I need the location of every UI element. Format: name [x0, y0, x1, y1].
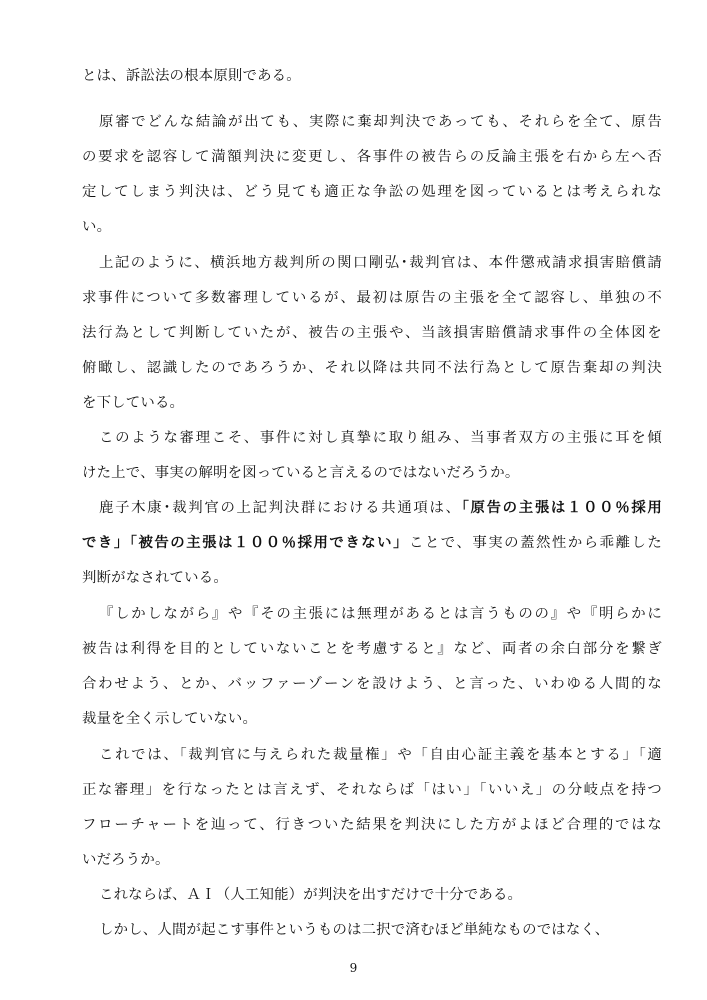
- text-line: 上記のように、横浜地方裁判所の関口剛弘･裁判官は、本件懲戒請求損害賠償請: [99, 255, 662, 271]
- text-line: フローチャートを辿って、行きついた結果を判決にした方がよほど合理的ではな: [82, 817, 662, 833]
- text-segment: ことで、事実の蓋然性から乖離した: [408, 535, 662, 551]
- text-line: 裁量を全く示していない。: [82, 711, 258, 727]
- text-line: を下している。: [82, 395, 185, 411]
- text-line: 合わせよう、とか、バッファーゾーンを設けよう、と言った、いわゆる人間的な: [82, 676, 662, 692]
- text-line: 原審でどんな結論が出ても、実際に棄却判決であっても、それらを全て、原告: [99, 114, 662, 130]
- text-line: [82, 533, 662, 553]
- text-line: 俯瞰し、認識したのであろうか、それ以降は共同不法行為として原告棄却の判決: [82, 360, 662, 376]
- text-line: 『しかしながら』や『その主張には無理があるとは言うものの』や『明らかに: [99, 606, 662, 622]
- text-line: これでは、「裁判官に与えられた裁量権」や「自由心証主義を基本とする」「適: [99, 747, 662, 763]
- text-line: 正な審理」を行なったとは言えず、それならば「はい」「いいえ」の分岐点を持つ: [82, 782, 662, 798]
- text-line: これならば、ＡＩ（人工知能）が判決を出すだけで十分である。: [99, 887, 523, 903]
- text-line: 判断がなされている。: [82, 570, 228, 586]
- text-line: このような審理こそ、事件に対し真摯に取り組み、当事者双方の主張に耳を傾: [99, 430, 662, 446]
- text-line: いだろうか。: [82, 852, 170, 868]
- text-line: い。: [82, 219, 112, 235]
- text-line: 求事件について多数審理しているが、最初は原告の主張を全て認容し、単独の不: [82, 290, 662, 306]
- page-number: 9: [349, 961, 358, 975]
- text-line: の要求を認容して満額判決に変更し、各事件の被告らの反論主張を右から左へ否: [82, 149, 662, 165]
- text-line: 定してしまう判決は、どう見ても適正な争訟の処理を図っているとは考えられな: [82, 184, 662, 200]
- text-line: 法行為として判断していたが、被告の主張や、当該損害賠償請求事件の全体図を: [82, 325, 662, 341]
- bold-quote: 「原告の主張は１００％採用: [461, 499, 662, 516]
- text-line: [82, 498, 662, 518]
- text-line: 被告は利得を目的としていないことを考慮すると』など、両者の余白部分を繋ぎ: [82, 641, 662, 657]
- text-line: けた上で、事実の解明を図っていると言えるのではないだろうか。: [82, 465, 520, 481]
- text-line: しかし、人間が起こす事件というものは二択で済むほど単純なものではなく、: [99, 922, 610, 938]
- text-line: とは、訴訟法の根本原則である。: [82, 68, 301, 84]
- text-segment: 鹿子木康･裁判官の上記判決群における共通項は、: [99, 500, 462, 516]
- bold-quote: でき」「被告の主張は１００％採用できない」: [82, 534, 409, 551]
